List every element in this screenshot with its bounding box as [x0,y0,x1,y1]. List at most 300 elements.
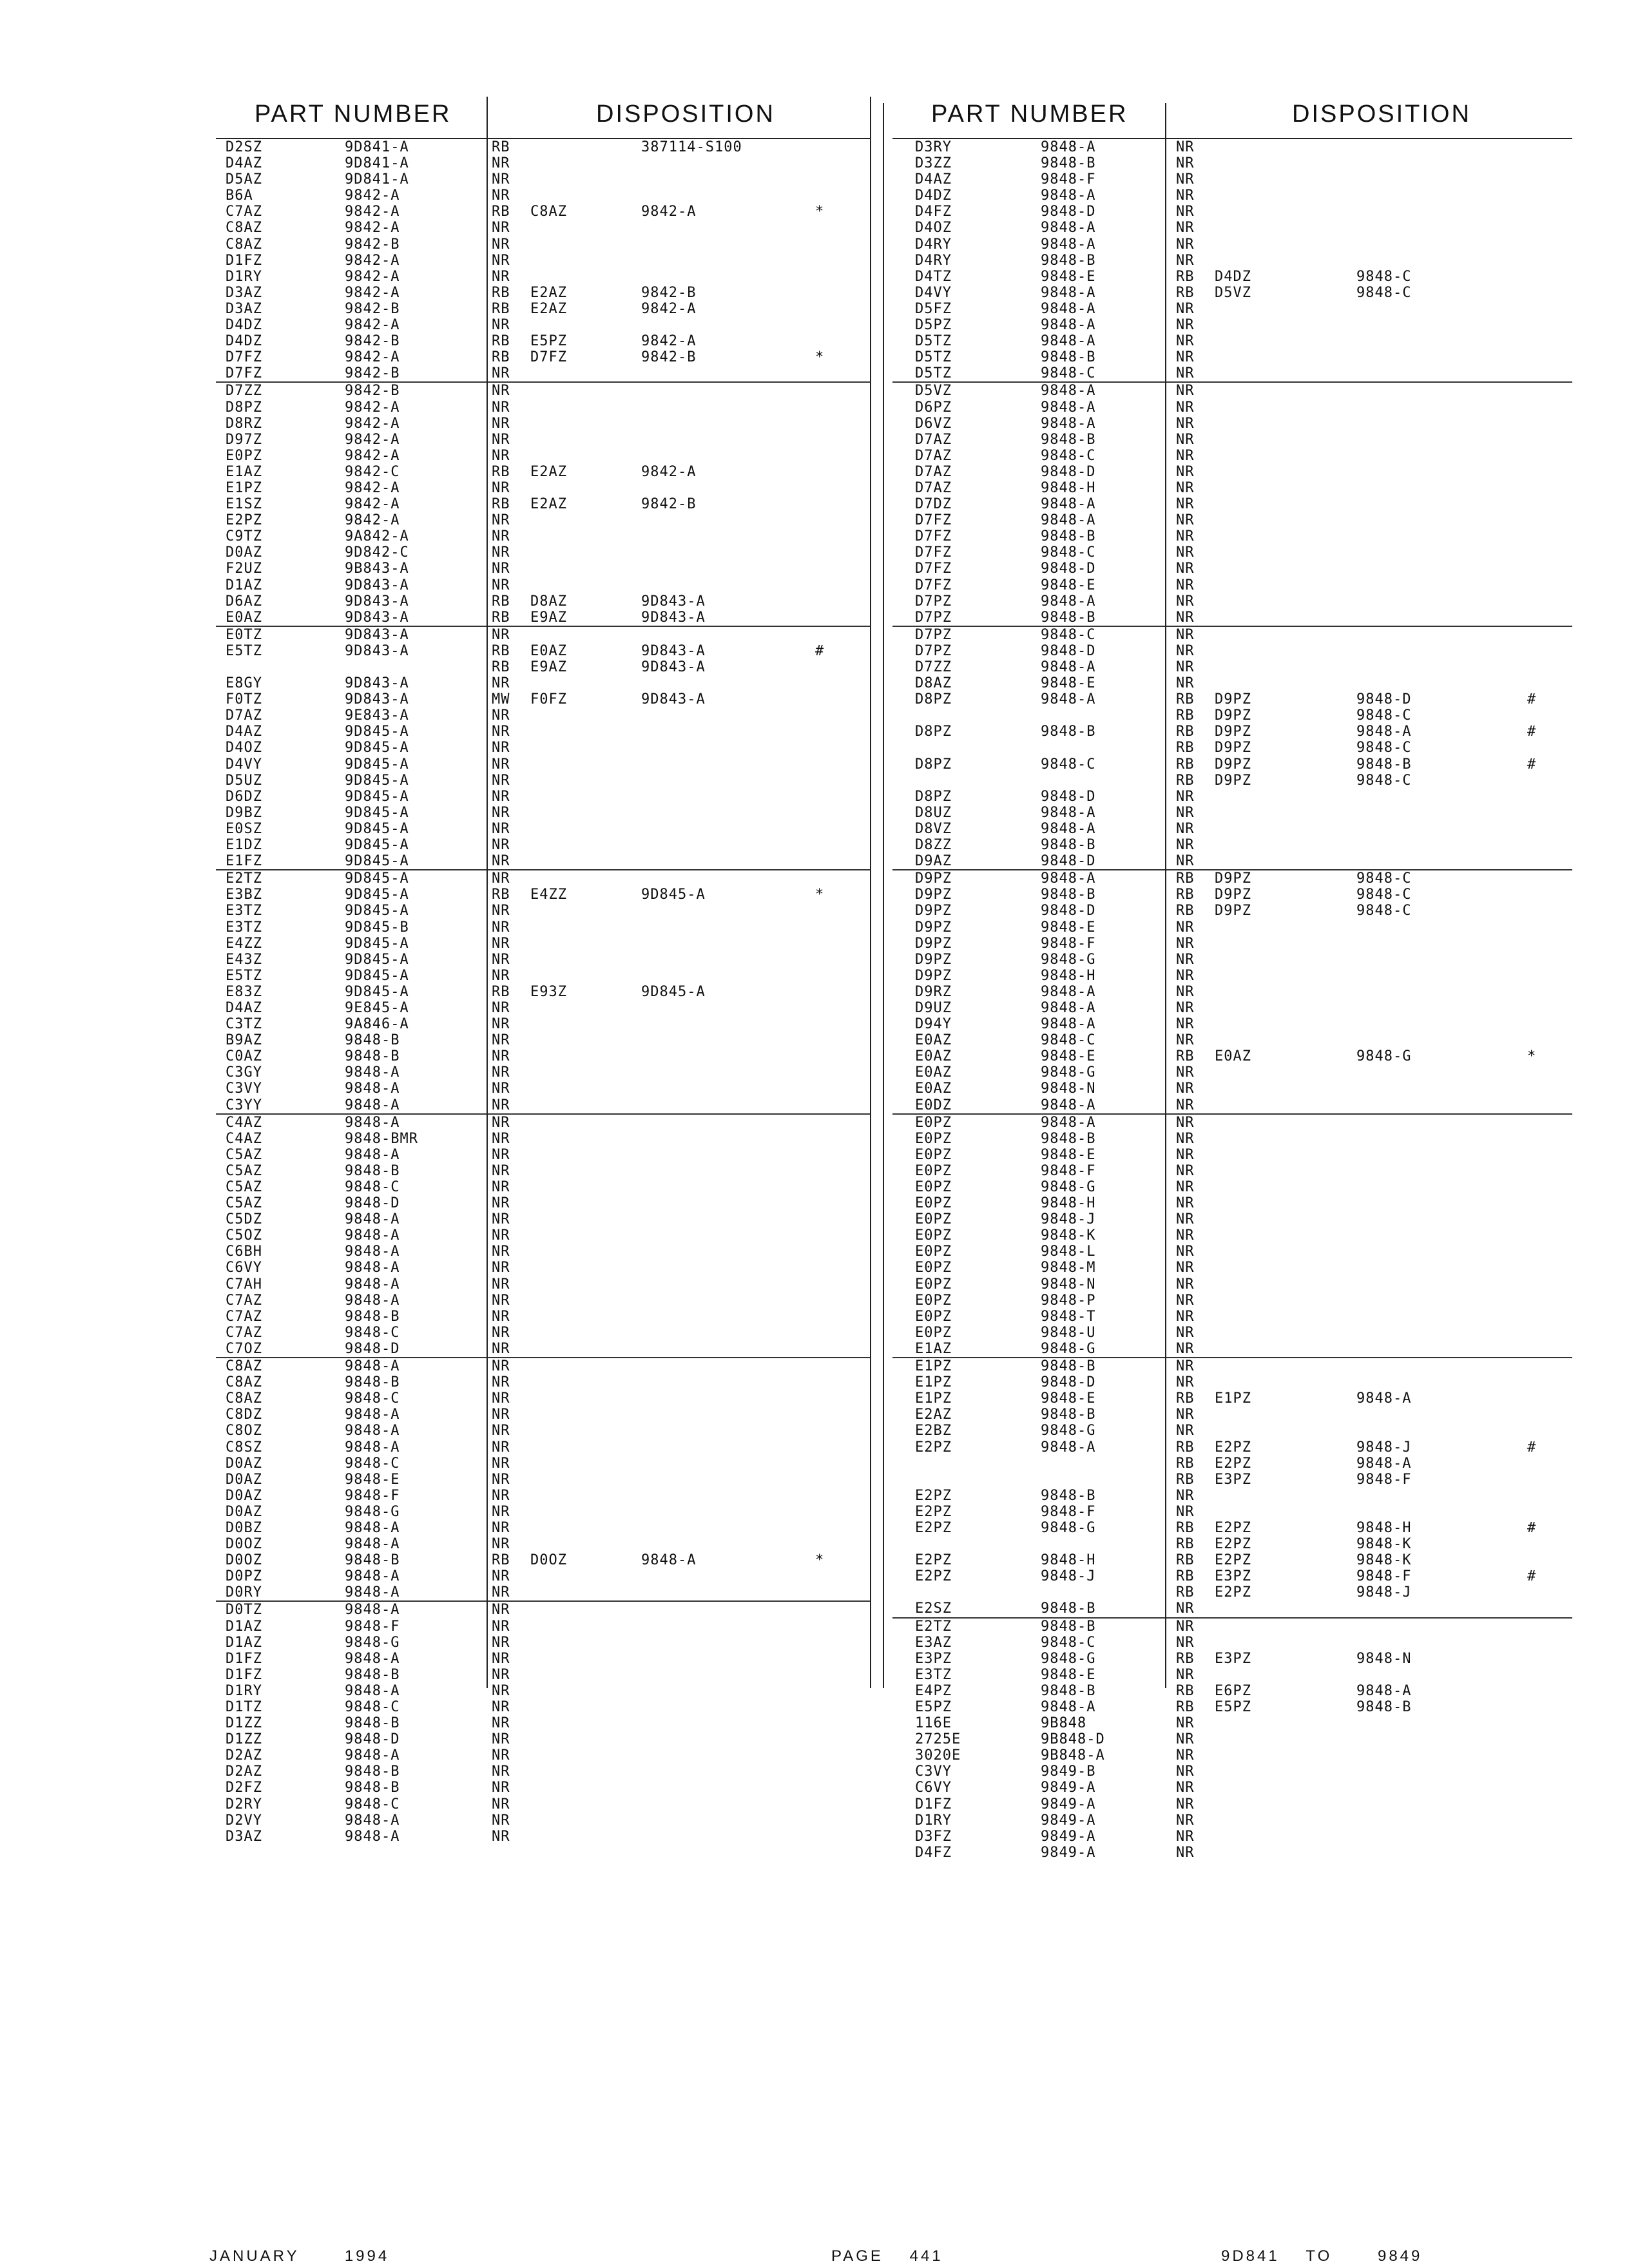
part-base: 9848-D [1041,788,1096,805]
table-row [892,1016,1572,1032]
part-prefix: D1ZZ [226,1731,262,1748]
part-prefix: D1RY [226,1682,262,1699]
table-row [892,805,1572,821]
part-base: 9848-A [345,1747,400,1764]
part-prefix: D0AZ [226,1503,262,1520]
record-code: NR [492,820,510,837]
disposition-prefix: D9PZ [1215,724,1251,740]
part-prefix: C6VY [915,1780,952,1796]
part-prefix: E3TZ [226,903,262,919]
table-row [216,1619,870,1635]
record-code: NR [492,431,510,448]
table-row [216,870,870,887]
table-row [216,643,870,659]
part-prefix: E2PZ [915,1552,952,1569]
table-row [892,1211,1572,1227]
disposition-prefix: E3PZ [1215,1650,1251,1667]
part-base: 9848-C [1041,447,1096,464]
part-prefix: D0TZ [226,1602,262,1619]
disposition-base: 9D843-A [641,642,706,659]
part-prefix: E2BZ [915,1423,952,1439]
part-prefix: E0PZ [915,1114,952,1131]
record-code: NR [492,1682,510,1699]
table-row [892,1651,1572,1667]
part-prefix: C3VY [226,1081,262,1097]
record-code: NR [1176,1340,1195,1357]
record-code: NR [492,447,510,464]
part-base: 9D845-B [345,919,409,936]
record-code: NR [492,804,510,821]
record-code: RB [492,887,510,903]
part-base: 9848-G [1041,1423,1096,1439]
part-prefix: D7AZ [915,431,952,448]
part-base: 9849-A [1041,1828,1096,1845]
part-base: 9848-A [345,1407,400,1423]
part-prefix: D7DZ [915,496,952,513]
record-code: NR [492,1568,510,1585]
part-base: 9848-P [1041,1292,1096,1309]
table-row [216,1064,870,1081]
record-code: MW [492,691,510,708]
record-code: RB [492,609,510,626]
part-prefix: D1RY [915,1812,952,1829]
part-base: 9848-B [1041,1600,1096,1617]
table-row [216,740,870,756]
table-row [216,1602,870,1618]
record-code: NR [492,1097,510,1113]
table-row [892,1163,1572,1179]
part-prefix: D5VZ [915,383,952,399]
part-prefix: E1PZ [226,479,262,496]
table-row [216,448,870,464]
table-row [892,1081,1572,1097]
table-row [892,1667,1572,1683]
table-row [892,1341,1572,1358]
part-prefix: D7ZZ [226,383,262,399]
part-prefix: C3YY [226,1097,262,1113]
part-prefix: D2VY [226,1812,262,1829]
disposition-base: 9848-A [1356,1455,1412,1472]
part-prefix: D4DZ [915,187,952,204]
part-base: 9848-A [345,1536,400,1553]
record-code: NR [1176,593,1195,610]
part-prefix: 3020E [915,1747,961,1764]
record-code: NR [1176,951,1195,968]
table-row [892,968,1572,984]
table-row [892,1568,1572,1584]
record-code: NR [492,1064,510,1081]
part-prefix: D7AZ [915,447,952,464]
part-prefix: D0AZ [226,1471,262,1488]
part-prefix: D1AZ [226,1634,262,1651]
table-row [892,919,1572,936]
part-prefix: E1DZ [226,837,262,854]
record-code: RB [1176,1552,1195,1569]
part-base: 9842-B [345,300,400,317]
record-code: NR [1176,1763,1195,1780]
part-base: 9848-G [1041,1519,1096,1536]
record-code: NR [1176,1308,1195,1325]
disposition-base: 9848-K [1356,1552,1412,1569]
part-base: 9848-L [1041,1244,1096,1260]
part-base: 9848-B [345,1715,400,1732]
part-base: 9849-B [1041,1763,1096,1780]
table-row [216,1667,870,1683]
disposition-prefix: E2PZ [1215,1439,1251,1456]
part-prefix: D8PZ [915,756,952,773]
record-code: NR [492,1211,510,1228]
table-row [216,984,870,1000]
disposition-mark: # [1527,724,1537,740]
part-base: 9D841-A [345,155,409,172]
part-prefix: D1ZZ [226,1715,262,1732]
table-row [892,675,1572,691]
part-base: 9848-H [1041,479,1096,496]
part-prefix: D3AZ [226,300,262,317]
part-prefix: D9PZ [915,951,952,968]
record-code: NR [1176,609,1195,626]
footer-range-to: 9849 [1377,2247,1423,2265]
table-row [892,1195,1572,1211]
part-base: 9D845-A [345,804,409,821]
part-prefix: D3AZ [226,1828,262,1845]
record-code: RB [492,300,510,317]
record-code: NR [1176,1600,1195,1617]
part-prefix: D2SZ [226,139,262,155]
record-code: RB [1176,1568,1195,1585]
record-code: NR [492,626,510,643]
disposition-prefix: D9PZ [1215,691,1251,708]
table-row [216,1829,870,1845]
record-code: NR [1176,383,1195,399]
disposition-prefix: E0AZ [530,642,567,659]
record-code: NR [492,1358,510,1375]
table-row [216,1472,870,1488]
footer-year: 1994 [344,2247,390,2265]
record-code: NR [492,1390,510,1407]
table-row [892,1812,1572,1829]
record-code: NR [1176,935,1195,952]
disposition-mark: * [815,349,825,366]
part-base: 9848-A [1041,804,1096,821]
part-prefix: F2UZ [226,561,262,577]
part-prefix: B9AZ [226,1032,262,1049]
record-code: NR [1176,675,1195,692]
part-prefix: E1AZ [915,1340,952,1357]
table-row [892,853,1572,870]
table-row [216,1016,870,1032]
part-base: 9848-G [1041,951,1096,968]
part-base: 9848-A [345,1519,400,1536]
record-code: NR [492,1812,510,1829]
part-base: 9848-A [345,1114,400,1131]
part-prefix: E5TZ [226,642,262,659]
table-row [216,220,870,236]
part-prefix: D4AZ [226,724,262,740]
record-code: NR [492,187,510,204]
part-prefix: E1FZ [226,853,262,870]
record-code: NR [1176,333,1195,350]
table-row [892,1227,1572,1244]
record-code: NR [492,1699,510,1715]
table-row [892,1260,1572,1276]
record-code: NR [1176,1244,1195,1260]
table-row [892,773,1572,789]
table-row [216,756,870,773]
record-code: NR [492,1471,510,1488]
part-base: 9848-B [1041,1682,1096,1699]
part-prefix: E0PZ [915,1211,952,1228]
part-prefix: C5AZ [226,1162,262,1179]
part-base: 9D843-A [345,675,409,692]
part-prefix: D8PZ [915,691,952,708]
part-base: 9848-A [1041,691,1096,708]
part-prefix: D8UZ [915,804,952,821]
part-base: 9848-T [1041,1308,1096,1325]
part-base: 9848-H [1041,967,1096,984]
part-prefix: D9PZ [915,887,952,903]
part-prefix: D9PZ [915,919,952,936]
record-code: RB [492,204,510,220]
part-prefix: C5AZ [226,1146,262,1163]
part-prefix: C5OZ [226,1227,262,1244]
disposition-base: 9848-F [1356,1568,1412,1585]
part-prefix: D5TZ [915,365,952,382]
table-row [892,1276,1572,1293]
part-base: 9848-A [345,1097,400,1113]
record-code: RB [1176,724,1195,740]
table-row [216,1456,870,1472]
part-prefix: D7FZ [915,577,952,593]
disposition-base: 9842-B [641,496,697,513]
record-code: NR [1176,1227,1195,1244]
table-row [892,936,1572,952]
part-base: 9848-J [1041,1568,1096,1585]
table-row [892,789,1572,805]
record-code: NR [492,853,510,870]
disposition-base: 9848-C [1356,772,1412,789]
record-code: NR [492,1650,510,1667]
record-code: NR [1176,1081,1195,1097]
part-prefix: F0TZ [226,691,262,708]
part-base: 9A846-A [345,1016,409,1033]
record-code: RB [1176,1699,1195,1715]
disposition-base: 9848-H [1356,1519,1412,1536]
disposition-prefix: E4ZZ [530,887,567,903]
part-base: 9848-BMR [345,1130,418,1147]
table-row [216,1584,870,1602]
table-row [892,1731,1572,1747]
part-prefix: D1AZ [226,1618,262,1635]
table-row [216,1423,870,1439]
part-base: 9848-A [1041,1699,1096,1715]
record-code: NR [492,1179,510,1195]
part-base: 9848-E [1041,1666,1096,1683]
table-row [216,561,870,577]
record-code: RB [1176,772,1195,789]
table-row [216,593,870,610]
part-prefix: E0PZ [915,1244,952,1260]
table-row [216,1131,870,1147]
disposition-prefix: D9PZ [1215,870,1251,887]
record-code: RB [1176,284,1195,301]
table-row [892,870,1572,887]
record-code: NR [492,1032,510,1049]
record-code: NR [1176,659,1195,675]
record-code: RB [492,642,510,659]
part-prefix: D3FZ [915,1828,952,1845]
table-row [892,1845,1572,1861]
disposition-prefix: D9PZ [1215,903,1251,919]
record-code: NR [492,999,510,1016]
part-base: 9848-E [1041,577,1096,593]
table-row [216,1195,870,1211]
part-prefix: E2PZ [915,1568,952,1585]
part-base: 9848-A [345,1211,400,1228]
record-code: NR [1176,1016,1195,1033]
part-prefix: D7PZ [915,642,952,659]
footer-date [209,2247,389,2265]
part-prefix: D4OZ [226,740,262,756]
record-code: NR [492,1146,510,1163]
part-base: 9848-F [1041,171,1096,188]
part-prefix: C7AZ [226,1292,262,1309]
table-row [216,821,870,837]
part-prefix: E1PZ [915,1390,952,1407]
part-prefix: D7AZ [226,707,262,724]
part-base: 9848-N [1041,1081,1096,1097]
record-code: NR [492,1487,510,1504]
record-code: NR [492,1602,510,1619]
record-code: NR [492,268,510,285]
table-row [892,593,1572,610]
record-code: RB [1176,740,1195,756]
part-prefix: D9PZ [915,903,952,919]
part-base: 9848-E [1041,1048,1096,1065]
part-base: 9848-B [1041,1358,1096,1375]
table-row [216,1651,870,1667]
table-row [892,952,1572,968]
table-row [892,528,1572,544]
disposition-base: 9848-C [1356,284,1412,301]
part-base: 9848-B [1041,1618,1096,1635]
part-base: 9D845-A [345,951,409,968]
part-prefix: E3TZ [226,919,262,936]
record-code: NR [1176,626,1195,643]
part-prefix: D4RY [915,252,952,269]
record-code: RB [1176,1682,1195,1699]
part-prefix: D9UZ [915,999,952,1016]
record-code: NR [492,1048,510,1065]
disposition-base: 9848-J [1356,1584,1412,1601]
table-row [216,610,870,627]
part-base: 9848-B [1041,1130,1096,1147]
record-code: NR [492,252,510,269]
record-code: NR [492,561,510,577]
table-row [216,399,870,416]
disposition-prefix: E5PZ [530,333,567,350]
part-base: 9848-E [1041,1390,1096,1407]
part-base: 9848-C [1041,365,1096,382]
part-base: 9848-A [1041,870,1096,887]
record-code: NR [492,220,510,236]
disposition-base: 9842-A [641,333,697,350]
table-row [892,333,1572,349]
record-code: NR [1176,788,1195,805]
part-base: 9D843-A [345,593,409,610]
part-prefix: D2AZ [226,1763,262,1780]
part-base: 9848-F [345,1487,400,1504]
part-base: 9848-B [1041,349,1096,366]
part-base: 9849-A [1041,1780,1096,1796]
record-code: NR [1176,1812,1195,1829]
part-base: 9848-A [1041,820,1096,837]
disposition-base: 9848-K [1356,1536,1412,1553]
part-base: 9848-E [1041,268,1096,285]
part-prefix: E2TZ [226,870,262,887]
record-code: NR [492,1715,510,1732]
record-code: NR [1176,642,1195,659]
part-prefix: C8AZ [226,220,262,236]
table-row [892,1115,1572,1131]
record-code: NR [492,1162,510,1179]
record-code: NR [1176,236,1195,253]
table-row [216,171,870,187]
table-row [892,432,1572,448]
record-code: NR [1176,1780,1195,1796]
record-code: NR [492,317,510,334]
table-row [892,756,1572,773]
record-code: NR [1176,1407,1195,1423]
part-prefix: C5AZ [226,1195,262,1212]
part-base: 9848-C [1041,544,1096,561]
table-row [892,1032,1572,1048]
part-base: 9D845-A [345,887,409,903]
disposition-prefix: E5PZ [1215,1699,1251,1715]
disposition-prefix: E2AZ [530,496,567,513]
table-row [216,464,870,480]
part-base: 9842-A [345,220,400,236]
record-code: NR [1176,919,1195,936]
part-prefix: E2PZ [226,512,262,529]
table-row [216,1097,870,1115]
table-row [216,805,870,821]
record-code: RB [1176,756,1195,773]
record-code: NR [492,383,510,399]
table-row [216,968,870,984]
table-row [892,1374,1572,1390]
table-row [216,1115,870,1131]
record-code: NR [1176,999,1195,1016]
part-prefix: E83Z [226,983,262,1000]
table-row [216,1552,870,1568]
disposition-prefix: E2PZ [1215,1536,1251,1553]
part-base: 9848-F [345,1618,400,1635]
part-base: 9D845-A [345,983,409,1000]
right-divider [1165,103,1166,1688]
table-row [892,1131,1572,1147]
table-row [216,496,870,512]
record-code: NR [492,870,510,887]
record-code: NR [492,1666,510,1683]
part-prefix: D4AZ [226,999,262,1016]
record-code: RB [1176,268,1195,285]
record-code: RB [492,139,510,155]
table-row [216,1227,870,1244]
footer-range [1221,2247,1422,2265]
record-code: NR [492,967,510,984]
disposition-mark: # [1527,1519,1537,1536]
